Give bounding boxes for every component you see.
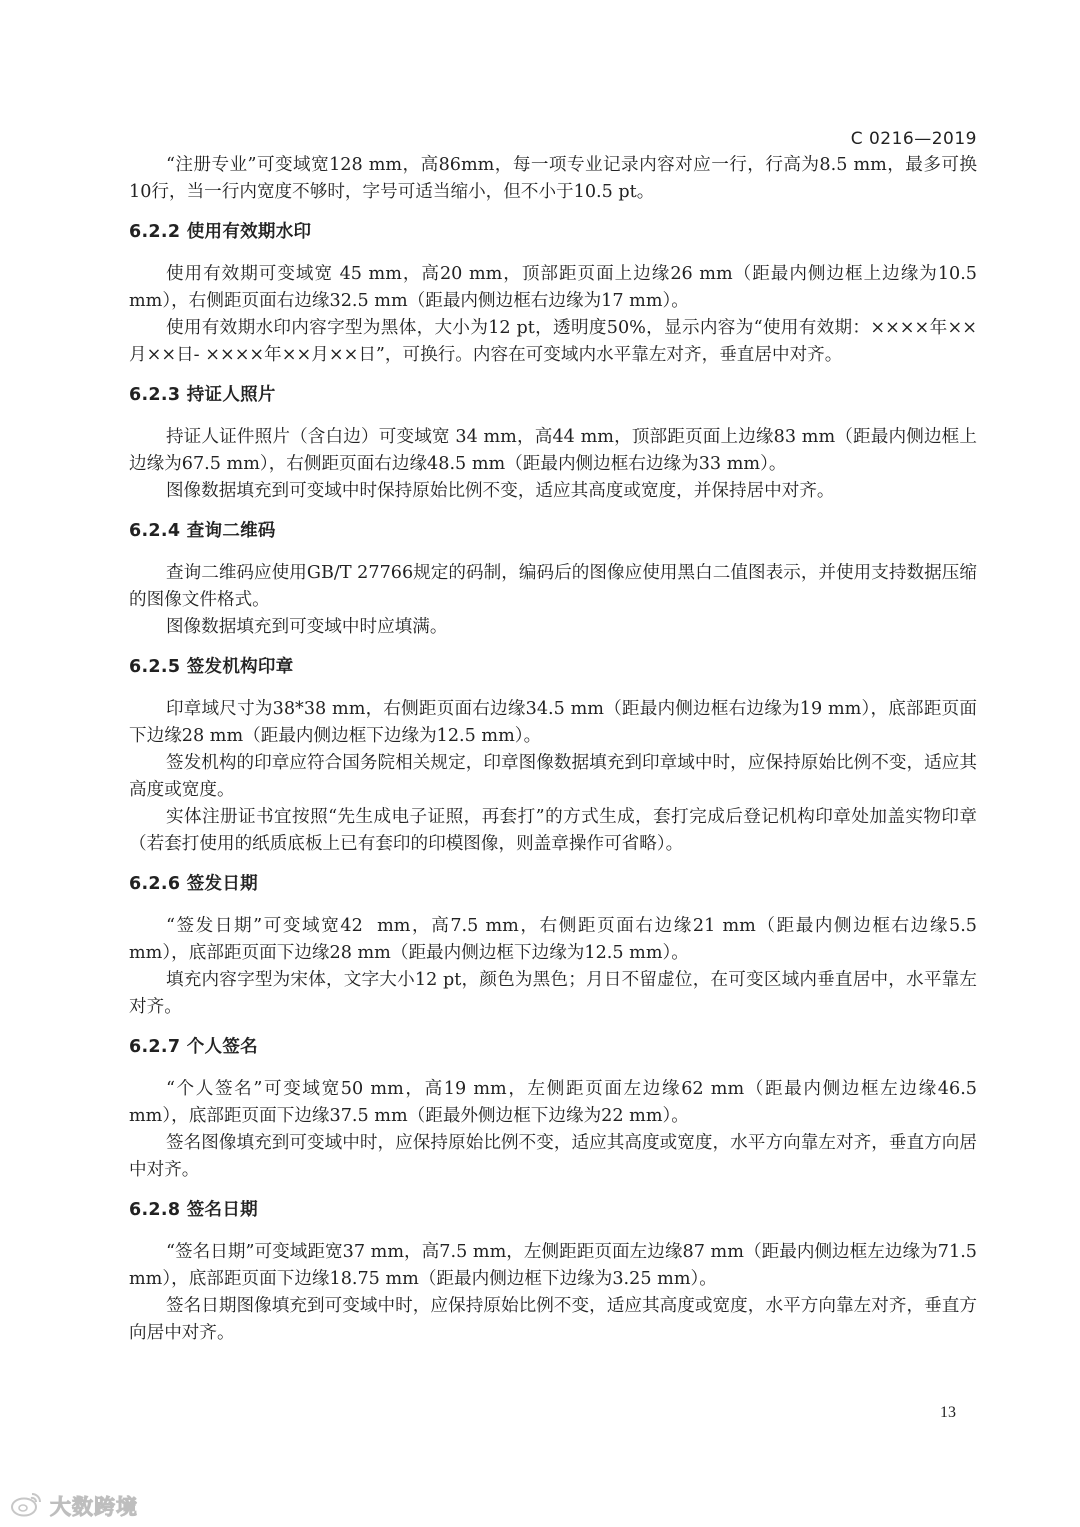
section-heading: 6.2.2 使用有效期水印 bbox=[129, 222, 312, 242]
section-6-2-6 bbox=[129, 871, 983, 1021]
section-heading: 6.2.5 签发机构印章 bbox=[129, 657, 294, 677]
section-6-2-3 bbox=[129, 382, 977, 505]
section-6-2-5 bbox=[129, 654, 977, 858]
paragraph: “个人签名”可变域宽50 mm，高19 mm，左侧距页面左边缘62 mm（距最内侧边框左边缘46.5 mm），底部距页面下边缘37.5 mm（距最外侧边框下边缘为22 mm）。 bbox=[129, 1079, 983, 1126]
document-code: C 0216—2019 bbox=[850, 129, 977, 149]
section-heading: 6.2.4 查询二维码 bbox=[129, 521, 276, 541]
paragraph: 签名图像填充到可变域中时，应保持原始比例不变，适应其高度或宽度，水平方向靠左对齐，垂直方向居中对齐。 bbox=[129, 1133, 977, 1180]
paragraph: “注册专业”可变域宽128 mm，高86mm，每一项专业记录内容对应一行，行高为8.5 mm，最多可换10行，当一行内宽度不够时，字号可适当缩小，但不小于10.5 pt。 bbox=[129, 155, 977, 202]
watermark-text: 大数跨境 bbox=[50, 1495, 138, 1519]
section-heading: 6.2.6 签发日期 bbox=[129, 874, 258, 894]
section-6-2-4 bbox=[129, 518, 977, 641]
weibo-logo-icon bbox=[10, 1490, 44, 1522]
section-heading: 6.2.7 个人签名 bbox=[129, 1037, 258, 1057]
paragraph: 签名日期图像填充到可变域中时，应保持原始比例不变，适应其高度或宽度，水平方向靠左对齐，垂直方向居中对齐。 bbox=[129, 1296, 977, 1343]
paragraph: 印章域尺寸为38*38 mm，右侧距页面右边缘34.5 mm（距最内侧边框右边缘为19 mm），底部距页面下边缘28 mm（距最内侧边框下边缘为12.5 mm）。 bbox=[129, 699, 977, 746]
paragraph: 实体注册证书宜按照“先生成电子证照，再套打”的方式生成，套打完成后登记机构印章处加盖实物印章（若套打使用的纸质底板上已有套印的印模图像，则盖章操作可省略）。 bbox=[129, 807, 977, 854]
section-heading: 6.2.3 持证人照片 bbox=[129, 385, 276, 405]
section-6-2-7 bbox=[129, 1034, 983, 1184]
paragraph: 持证人证件照片（含白边）可变域宽 34 mm，高44 mm，顶部距页面上边缘83 mm（距最内侧边框上边缘为67.5 mm），右侧距页面右边缘48.5 mm（距最内侧边框右边缘为33 mm）。 bbox=[129, 427, 977, 474]
paragraph: 使用有效期可变域宽 45 mm，高20 mm，顶部距页面上边缘26 mm（距最内侧边框上边缘为10.5 mm），右侧距页面右边缘32.5 mm（距最内侧边框右边缘为17 mm）。 bbox=[129, 264, 983, 311]
paragraph: 查询二维码应使用GB/T 27766规定的码制，编码后的图像应使用黑白二值图表示，并使用支持数据压缩的图像文件格式。 bbox=[129, 563, 977, 610]
paragraph: 图像数据填充到可变域中时保持原始比例不变，适应其高度或宽度，并保持居中对齐。 bbox=[165, 481, 835, 501]
paragraph: “签名日期”可变域距宽37 mm，高7.5 mm，左侧距距页面左边缘87 mm（距最内侧边框左边缘为71.5 mm），底部距页面下边缘18.75 mm（距最内侧边框下边缘为3.25 mm）。 bbox=[129, 1242, 983, 1289]
section-6-2-2 bbox=[129, 219, 983, 369]
paragraph: 签发机构的印章应符合国务院相关规定，印章图像数据填充到印章域中时，应保持原始比例不变，适应其高度或宽度。 bbox=[129, 753, 977, 800]
page-number: 13 bbox=[940, 1404, 956, 1421]
watermark bbox=[10, 1491, 138, 1521]
paragraph: 填充内容字型为宋体，文字大小12 pt，颜色为黑色；月日不留虚位，在可变区域内垂直居中，水平靠左对齐。 bbox=[129, 970, 977, 1017]
section-6-2-8 bbox=[129, 1197, 983, 1347]
paragraph: “签发日期”可变域宽42 mm，高7.5 mm，右侧距页面右边缘21 mm（距最内侧边框右边缘5.5 mm），底部距页面下边缘28 mm（距最内侧边框下边缘为12.5 mm）。 bbox=[129, 916, 983, 963]
paragraph: 图像数据填充到可变域中时应填满。 bbox=[165, 617, 448, 637]
document-body bbox=[129, 152, 983, 1347]
paragraph: 使用有效期水印内容字型为黑体，大小为12 pt，透明度50%，显示内容为“使用有效期：××××年××月××日- ××××年××月××日”，可换行。内容在可变域内水平靠左对齐，垂直居中对齐。 bbox=[129, 318, 977, 365]
section-heading: 6.2.8 签名日期 bbox=[129, 1200, 258, 1220]
